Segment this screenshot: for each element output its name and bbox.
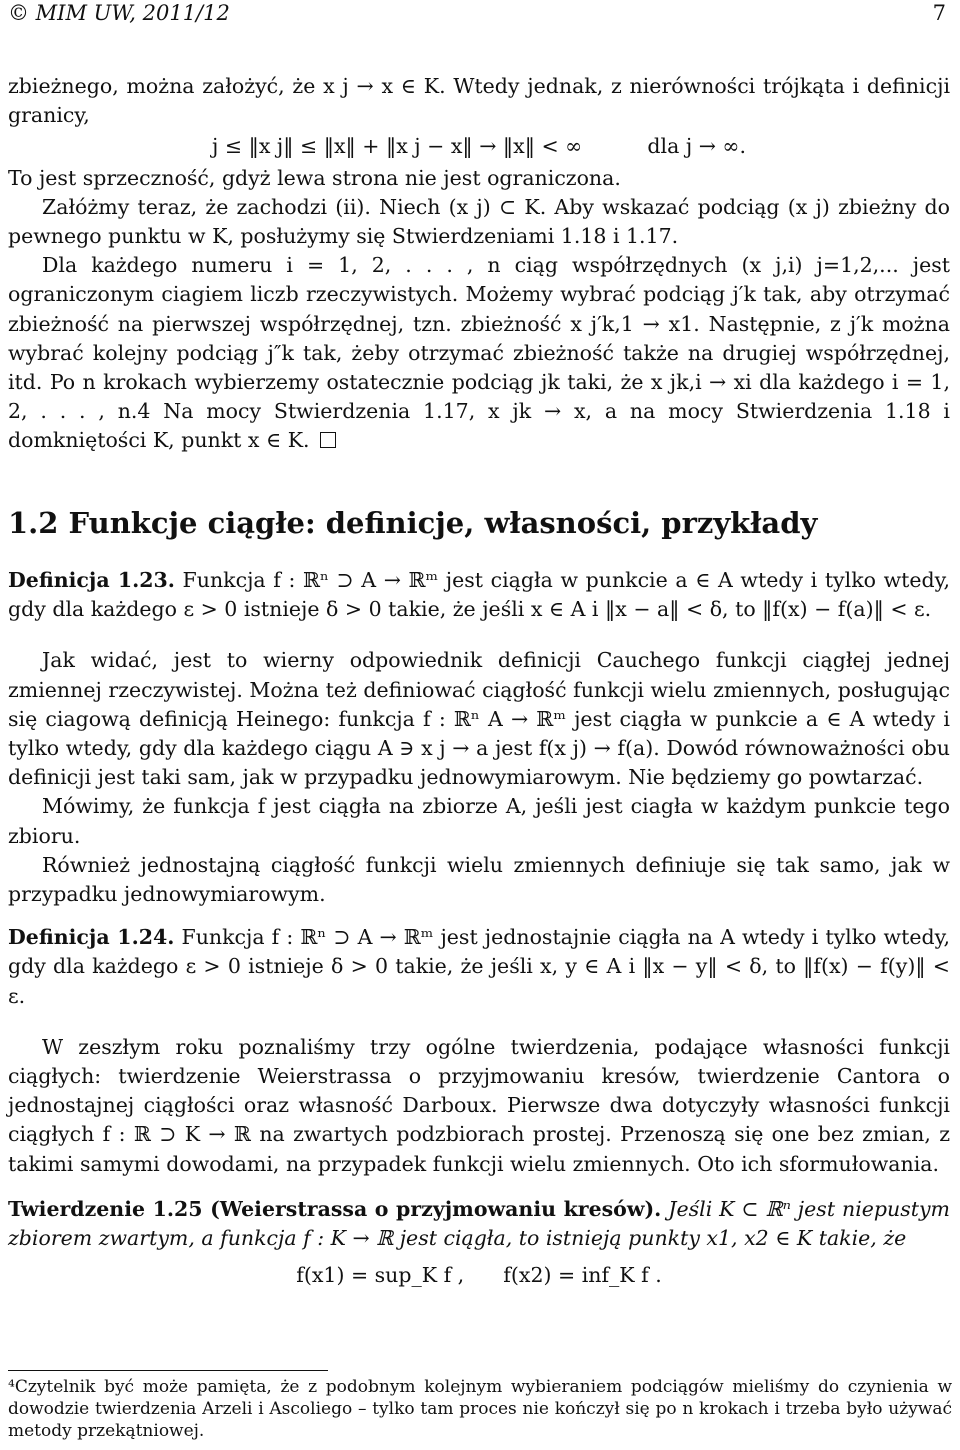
display-equation: j ≤ ‖x j‖ ≤ ‖x‖ + ‖x j − x‖ → ‖x‖ < ∞ dla j → ∞.	[212, 134, 746, 159]
proof-continuation	[8, 72, 950, 456]
paragraph: Załóżmy teraz, że zachodzi (ii). Niech (x j) ⊂ K. Aby wskazać podciąg (x j) zbieżny do pewnego punktu w K, posłużymy się Stwierdzeniami 1.18 i 1.17.	[8, 194, 950, 249]
running-header	[8, 0, 946, 28]
definition-label: Definicja 1.23.	[8, 568, 175, 592]
display-equation: f(x1) = sup_K f , f(x2) = inf_K f .	[296, 1263, 662, 1288]
definition-text: Funkcja f : ℝⁿ ⊃ A → ℝᵐ jest jednostajnie ciągła na A wtedy i tylko wtedy, gdy dla każdego ε > 0 istnieje δ > 0 takie, że jeśli x, y ∈ A i ‖x − y‖ < δ, to ‖f(x) − f(y)‖ < ε.	[8, 925, 950, 1008]
paragraph: W zeszłym roku poznaliśmy trzy ogólne twierdzenia, podające własności funkcji ciągłych: twierdzenie Weierstrassa o przyjmowaniu kresów, twierdzenie Cantora o jednostajnej ciągłości oraz własność Darboux. Pierwsze dwa dotyczyły własności funkcji ciągłych f : ℝ ⊃ K → ℝ na zwartych podzbiorach prostej. Przenoszą się one bez zmian, z takimi samymi dowodami, na przypadek funkcji wielu zmiennych. Oto ich sformułowania.	[8, 1034, 950, 1176]
paragraph	[8, 251, 950, 455]
paragraph: Jak widać, jest to wierny odpowiednik definicji Cauchego funkcji ciągłej jednej zmiennej rzeczywistej. Można też definiować ciągłość funkcji wielu zmiennych, posługując się ciagową definicją Heinego: funkcja f : ℝⁿ A → ℝᵐ jest ciągła w punkcie a ∈ A wtedy i tylko wtedy, gdy dla każdego ciągu A ∋ x j → a jest f(x j) → f(a). Dowód równoważności obu definicji jest taki sam, jak w przypadku jednowymiarowym. Nie będziemy go powtarzać.	[8, 648, 950, 790]
theorem-1-25	[8, 1195, 950, 1253]
definition-text: Funkcja f : ℝⁿ ⊃ A → ℝᵐ jest ciągła w punkcie a ∈ A wtedy i tylko wtedy, gdy dla każdego ε > 0 istnieje δ > 0 takie, że jeśli x ∈ A i ‖x − a‖ < δ, to ‖f(x) − f(a)‖ < ε.	[8, 568, 950, 622]
theorem-text: Jeśli K ⊂ ℝⁿ jest niepustym zbiorem zwartym, a funkcja f : K → ℝ jest ciągła, to istnieją punkty x1, x2 ∈ K takie, że	[8, 1196, 950, 1251]
footnote-rule	[8, 1370, 328, 1371]
paragraph: Mówimy, że funkcja f jest ciągła na zbiorze A, jeśli jest ciagła w każdym punkcie tego zbioru.	[8, 794, 950, 848]
paragraph-text: Dla każdego numeru i = 1, 2, . . . , n ciąg współrzędnych (x j,i) j=1,2,... jest ograniczonym ciagiem liczb rzeczywistych. Możemy wybrać podciąg j′k tak, aby otrzymać zbieżność na pierwszej współrzędnej, tzn. zbieżność x j′k,1 → x1. Następnie, z j′k można wybrać kolejny podciąg j″k tak, żeby otrzymać zbieżność także na drugiej współrzędnej, itd. Po n krokach wybierzemy ostatecznie podciąg jk taki, że x jk,i → xi dla każdego i = 1, 2, . . . , n.4 Na mocy Stwierdzenia 1.17, x jk → x, a na mocy Stwierdzenia 1.18 i domkniętości K, punkt x ∈ K.	[8, 253, 950, 453]
header-left: © MIM UW, 2011/12	[8, 1, 230, 26]
section-title: 1.2 Funkcje ciągłe: definicje, własności, przykłady	[8, 506, 818, 540]
definition-label: Definicja 1.24.	[8, 925, 175, 950]
paragraph: Również jednostajną ciągłość funkcji wielu zmiennych definiuje się tak samo, jak w przypadku jednowymiarowym.	[8, 852, 950, 907]
footnote	[8, 1376, 952, 1442]
paragraph: To jest sprzeczność, gdyż lewa strona nie jest ograniczona.	[8, 165, 621, 190]
definition-1-23	[8, 566, 950, 624]
page-number: 7	[932, 1, 946, 26]
definition-1-24	[8, 923, 950, 1011]
qed-square-icon	[320, 432, 336, 448]
theorem-label: Twierdzenie 1.25 (Weierstrassa o przyjmowaniu kresów).	[8, 1196, 662, 1221]
footnote-text: ⁴Czytelnik być może pamięta, że z podobnym kolejnym wybieraniem podciągów mieliśmy do czynienia w dowodzie twierdzenia Arzeli i Ascoliego – tylko tam proces nie kończył się po n krokach i trzeba było używać metody przekątniowej.	[8, 1377, 952, 1441]
section-body	[8, 566, 950, 1292]
paragraph: zbieżnego, można założyć, że x j → x ∈ K. Wtedy jednak, z nierówności trójkąta i definicji granicy,	[8, 74, 950, 128]
